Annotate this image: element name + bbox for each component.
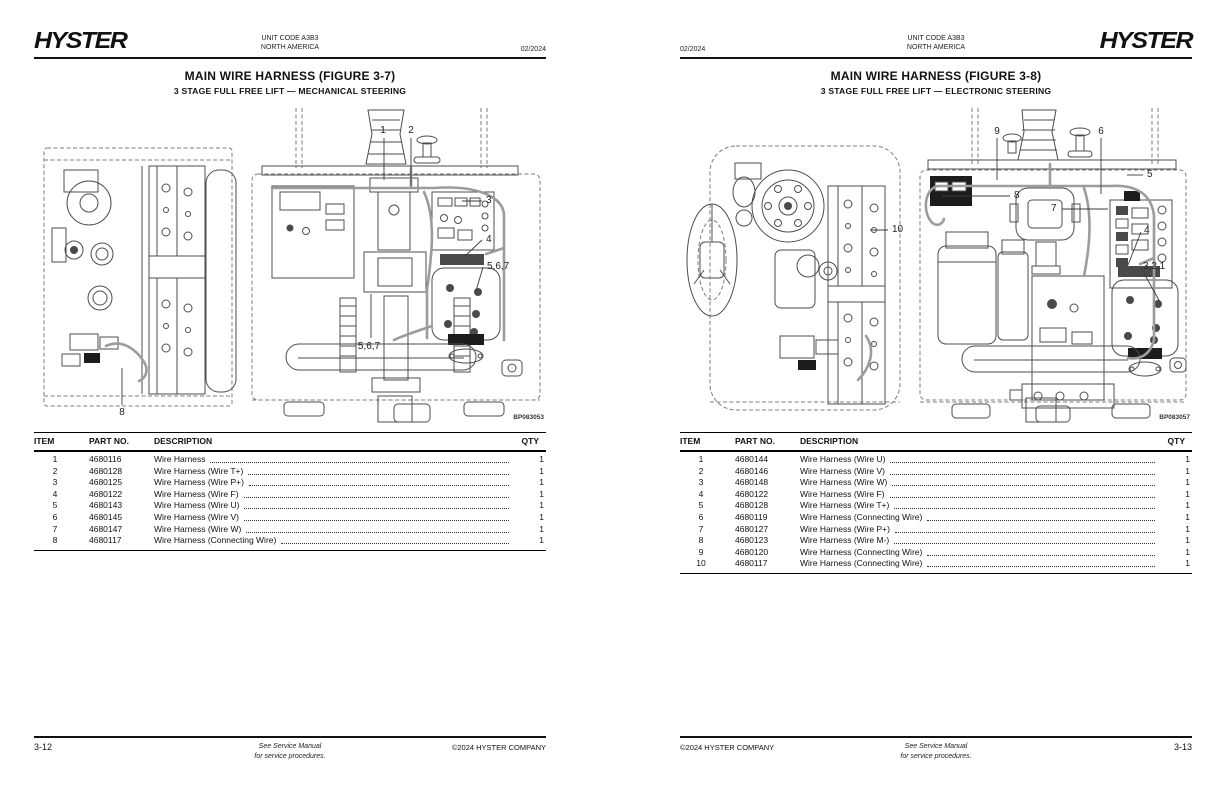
dot-leader <box>248 466 509 475</box>
cell-qty: 1 <box>1185 546 1190 557</box>
description-text: Wire Harness (Wire P+) <box>154 477 244 488</box>
table-row <box>680 454 1192 466</box>
col-header-item: ITEM <box>680 436 701 446</box>
dot-leader <box>244 512 509 521</box>
cell-item: 7 <box>698 523 704 534</box>
description-text: Wire Harness (Wire W) <box>800 477 888 488</box>
table-row <box>680 547 1192 559</box>
cell-part-no: 4680145 <box>89 511 123 522</box>
table-row <box>680 477 1192 489</box>
cell-qty: 1 <box>539 477 544 488</box>
cell-description <box>154 500 512 512</box>
cell-qty: 1 <box>1185 558 1190 569</box>
cell-item: 6 <box>698 511 704 522</box>
cell-qty: 1 <box>1185 454 1190 464</box>
callout-5-6-7-bottom: 5,6,7 <box>357 341 381 352</box>
col-header-part-no: PART NO. <box>89 436 129 446</box>
table-body <box>34 452 546 551</box>
cell-part-no: 4680147 <box>89 523 123 534</box>
cell-description <box>800 524 1158 536</box>
dot-leader <box>890 454 1155 463</box>
cell-qty: 1 <box>1185 523 1190 534</box>
table-row <box>34 454 546 466</box>
cell-description <box>154 535 512 547</box>
unit-code-block <box>907 35 965 52</box>
cell-description <box>154 477 512 489</box>
table-row <box>34 535 546 547</box>
table-row <box>680 524 1192 536</box>
table-header-row <box>34 432 546 452</box>
figure-title-block <box>34 69 546 96</box>
region: NORTH AMERICA <box>906 43 966 51</box>
cell-description <box>800 477 1158 489</box>
callout-10: 10 <box>892 224 904 235</box>
dot-leader <box>892 477 1155 486</box>
description-text: Wire Harness (Wire U) <box>154 500 240 511</box>
dot-leader <box>249 477 509 486</box>
cell-qty: 1 <box>1185 477 1190 488</box>
cell-item: 4 <box>52 488 58 499</box>
col-header-qty: QTY <box>1167 436 1185 446</box>
cell-part-no: 4680143 <box>89 500 123 511</box>
page-footer <box>34 736 546 766</box>
dot-leader <box>281 535 509 544</box>
table-header-row <box>680 432 1192 452</box>
description-text: Wire Harness (Wire V) <box>800 465 886 476</box>
description-text: Wire Harness (Wire F) <box>800 488 885 499</box>
service-note-line1: See Service Manual <box>258 743 322 750</box>
page-footer <box>680 736 1192 766</box>
cell-qty: 1 <box>539 523 544 534</box>
table-row <box>34 500 546 512</box>
figure-subtitle: 3 STAGE FULL FREE LIFT — ELECTRONIC STEERING <box>820 86 1052 96</box>
cell-part-no: 4680122 <box>735 488 769 499</box>
table-row <box>680 489 1192 501</box>
cell-part-no: 4680122 <box>89 488 123 499</box>
callout-2: 2 <box>408 125 414 136</box>
dot-leader <box>894 500 1155 509</box>
figure-subtitle: 3 STAGE FULL FREE LIFT — MECHANICAL STEERING <box>173 86 407 96</box>
cell-description <box>800 547 1158 559</box>
cell-part-no: 4680117 <box>735 558 768 569</box>
cell-qty: 1 <box>1185 500 1190 511</box>
callout-3-2-1: 3,2,1 <box>1143 261 1166 272</box>
cell-description <box>154 454 512 466</box>
col-header-item: ITEM <box>34 436 55 446</box>
cell-description <box>800 454 1158 466</box>
cell-item: 3 <box>52 477 58 488</box>
unit-code: UNIT CODE A3B3 <box>261 35 319 42</box>
cell-part-no: 4680127 <box>735 523 769 534</box>
cell-part-no: 4680116 <box>89 454 122 464</box>
cell-description <box>154 489 512 501</box>
cell-description <box>800 535 1158 547</box>
cell-description <box>800 489 1158 501</box>
description-text: Wire Harness (Wire V) <box>154 511 240 522</box>
cell-item: 6 <box>52 511 58 522</box>
unit-code: UNIT CODE A3B3 <box>907 35 965 42</box>
dot-leader <box>927 512 1155 521</box>
callout-8: 8 <box>1014 190 1020 201</box>
col-header-description: DESCRIPTION <box>154 436 213 446</box>
copyright: ©2024 HYSTER COMPANY <box>680 743 775 752</box>
callout-7: 7 <box>1051 203 1057 214</box>
cell-part-no: 4680125 <box>89 477 123 488</box>
cell-description <box>154 466 512 478</box>
cell-qty: 1 <box>539 454 544 464</box>
cell-item: 7 <box>52 523 58 534</box>
region: NORTH AMERICA <box>260 43 320 51</box>
left-page <box>34 28 546 768</box>
description-text: Wire Harness (Wire T+) <box>154 465 244 476</box>
dot-leader <box>927 547 1155 556</box>
callout-4: 4 <box>1144 225 1150 236</box>
cell-item: 8 <box>52 535 58 546</box>
hyster-logo: HYSTER <box>1099 28 1192 54</box>
figure-title-block <box>680 69 1192 96</box>
right-page <box>680 28 1192 768</box>
cell-item: 1 <box>698 454 704 464</box>
cell-qty: 1 <box>539 500 544 511</box>
figure-3-7-diagram <box>34 108 546 430</box>
table-body <box>680 452 1192 574</box>
col-header-description: DESCRIPTION <box>800 436 859 446</box>
cell-item: 2 <box>698 465 704 476</box>
callout-3: 3 <box>486 195 492 206</box>
description-text: Wire Harness (Wire U) <box>800 454 886 464</box>
table-row <box>680 512 1192 524</box>
cell-item: 2 <box>52 465 58 476</box>
callout-9: 9 <box>994 126 1000 137</box>
parts-table <box>680 432 1192 574</box>
wiring-diagram-art <box>680 108 1192 430</box>
description-text: Wire Harness (Wire P+) <box>800 523 890 534</box>
cell-qty: 1 <box>1185 511 1190 522</box>
cell-item: 5 <box>52 500 58 511</box>
description-text: Wire Harness (Connecting Wire) <box>800 546 923 557</box>
cell-qty: 1 <box>1185 535 1190 546</box>
cell-part-no: 4680146 <box>735 465 769 476</box>
parts-table <box>34 432 546 551</box>
dot-leader <box>244 489 509 498</box>
table-row <box>680 558 1192 570</box>
cell-qty: 1 <box>539 465 544 476</box>
service-note-line2: for service procedures. <box>254 752 326 760</box>
cell-part-no: 4680128 <box>89 465 123 476</box>
cell-description <box>154 512 512 524</box>
cell-part-no: 4680119 <box>735 511 768 522</box>
cell-part-no: 4680148 <box>735 477 769 488</box>
cell-description <box>800 466 1158 478</box>
col-header-qty: QTY <box>521 436 539 446</box>
dot-leader <box>210 454 509 463</box>
description-text: Wire Harness (Wire W) <box>154 523 242 534</box>
cell-description <box>800 500 1158 512</box>
figure-title: MAIN WIRE HARNESS (FIGURE 3-8) <box>830 69 1042 83</box>
description-text: Wire Harness (Wire F) <box>154 488 239 499</box>
dot-leader <box>895 524 1155 533</box>
service-note-line1: See Service Manual <box>904 743 968 750</box>
description-text: Wire Harness (Connecting Wire) <box>800 511 923 522</box>
service-note-line2: for service procedures. <box>900 752 972 760</box>
dot-leader <box>890 489 1155 498</box>
table-row <box>680 466 1192 478</box>
figure-title: MAIN WIRE HARNESS (FIGURE 3-7) <box>184 69 396 83</box>
dot-leader <box>890 466 1155 475</box>
dot-leader <box>246 524 509 533</box>
cell-qty: 1 <box>1185 488 1190 499</box>
revision-date: 02/2024 <box>680 46 706 53</box>
callout-5-6-7-right: 5,6,7 <box>487 261 510 272</box>
figure-code: BP083053 <box>513 414 544 421</box>
figure-code: BP083057 <box>1159 414 1190 421</box>
description-text: Wire Harness (Connecting Wire) <box>154 535 277 546</box>
cell-item: 8 <box>698 535 704 546</box>
cell-part-no: 4680123 <box>735 535 769 546</box>
cell-item: 9 <box>698 546 704 557</box>
table-row <box>34 489 546 501</box>
callout-6: 6 <box>1098 126 1104 137</box>
hyster-logo: HYSTER <box>34 28 127 54</box>
cell-item: 3 <box>698 477 704 488</box>
cell-qty: 1 <box>1185 465 1190 476</box>
cell-qty: 1 <box>539 488 544 499</box>
description-text: Wire Harness <box>154 454 206 464</box>
unit-code-block <box>261 35 319 52</box>
cell-description <box>800 558 1158 570</box>
description-text: Wire Harness (Connecting Wire) <box>800 558 923 569</box>
callout-5: 5 <box>1147 169 1153 180</box>
table-row <box>34 466 546 478</box>
col-header-part-no: PART NO. <box>735 436 775 446</box>
wiring-diagram-art <box>34 108 546 430</box>
page-header <box>680 28 1192 59</box>
cell-part-no: 4680117 <box>89 535 122 546</box>
description-text: Wire Harness (Wire M-) <box>800 535 890 546</box>
table-row <box>34 477 546 489</box>
table-row <box>680 535 1192 547</box>
cell-item: 4 <box>698 488 704 499</box>
callout-4: 4 <box>486 234 492 245</box>
description-text: Wire Harness (Wire T+) <box>800 500 890 511</box>
callout-8: 8 <box>119 407 125 418</box>
copyright: ©2024 HYSTER COMPANY <box>451 743 546 752</box>
cell-description <box>800 512 1158 524</box>
table-row <box>34 524 546 536</box>
cell-qty: 1 <box>539 511 544 522</box>
service-note <box>900 742 971 761</box>
page-number: 3-12 <box>34 742 53 752</box>
cell-item: 5 <box>698 500 704 511</box>
page-header <box>34 28 546 59</box>
revision-date: 02/2024 <box>520 46 546 53</box>
cell-part-no: 4680120 <box>735 546 769 557</box>
dot-leader <box>927 558 1155 567</box>
cell-item: 10 <box>696 558 706 569</box>
dot-leader <box>244 500 509 509</box>
cell-part-no: 4680144 <box>735 454 769 464</box>
cell-qty: 1 <box>539 535 544 546</box>
table-row <box>34 512 546 524</box>
page-number: 3-13 <box>1173 742 1192 752</box>
cell-item: 1 <box>52 454 58 464</box>
figure-3-8-diagram <box>680 108 1192 430</box>
cell-part-no: 4680128 <box>735 500 769 511</box>
table-row <box>680 500 1192 512</box>
callout-1: 1 <box>380 125 386 136</box>
dot-leader <box>894 535 1155 544</box>
cell-description <box>154 524 512 536</box>
service-note <box>254 742 325 761</box>
